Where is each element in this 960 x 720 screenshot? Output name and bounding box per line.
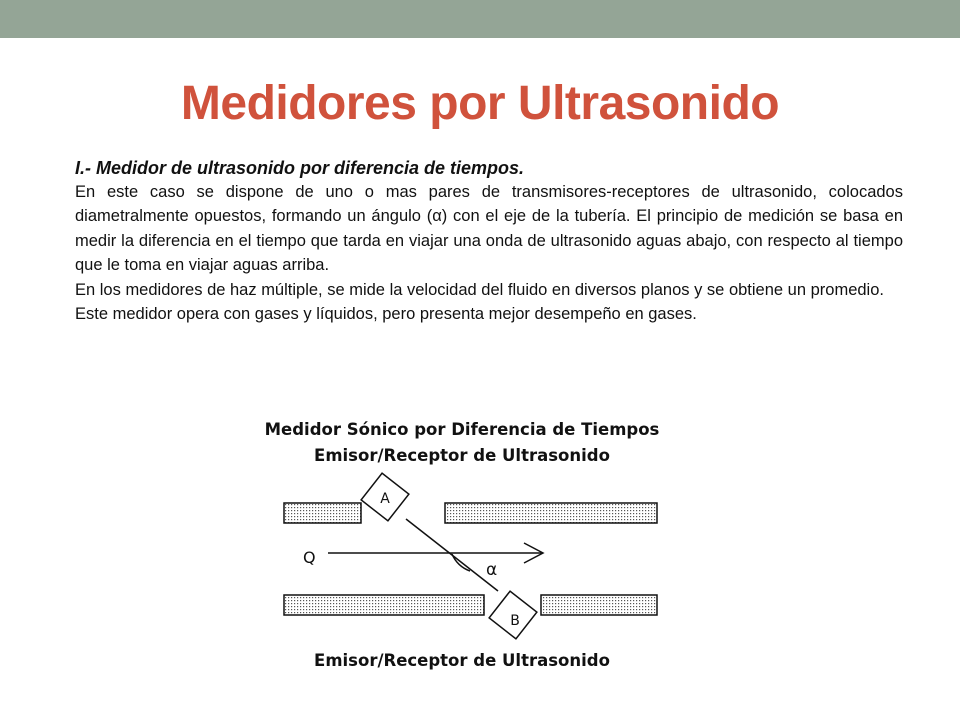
paragraph-principle: En este caso se dispone de uno o mas pares de transmisores-receptores de ultrasonido, colocados diametralmente opuestos, formando un ángulo (α) con el eje de la tubería. El principio de medición se basa en medir la diferencia en el tiempo que tarda en viajar una onda de ultrasonido aguas abajo, con respecto al tiempo que le toma en viajar aguas arriba. [75,183,903,275]
paragraph-multibeam: En los medidores de haz múltiple, se mide la velocidad del fluido en diversos planos y se obtiene un promedio. [75,280,884,299]
pipe-wall-top-right [445,503,657,523]
angle-label: α [486,560,498,580]
section-subtitle: I.- Medidor de ultrasonido por diferencia de tiempos. [75,158,525,178]
slide-body [75,156,903,326]
diagram-bottom-label: Emisor/Receptor de Ultrasonido [314,651,610,670]
top-accent-bar [0,0,960,38]
sensor-b-label: B [510,613,520,629]
diagram-title: Medidor Sónico por Diferencia de Tiempos [264,420,660,439]
diagram-subtitle: Emisor/Receptor de Ultrasonido [314,446,610,465]
slide-title: Medidores por Ultrasonido [180,77,780,130]
pipe-wall-bottom-left [284,595,484,615]
flow-arrow [328,543,543,563]
paragraph-gases: Este medidor opera con gases y líquidos, pero presenta mejor desempeño en gases. [75,305,697,324]
pipe-wall-bottom-right [541,595,657,615]
ultrasonic-diagram [240,408,700,680]
pipe-wall-top-left [284,503,361,523]
sensor-a-label: A [380,491,390,507]
sensor-b [489,591,537,639]
sensor-a [361,473,409,521]
flow-label: Q [303,548,316,567]
